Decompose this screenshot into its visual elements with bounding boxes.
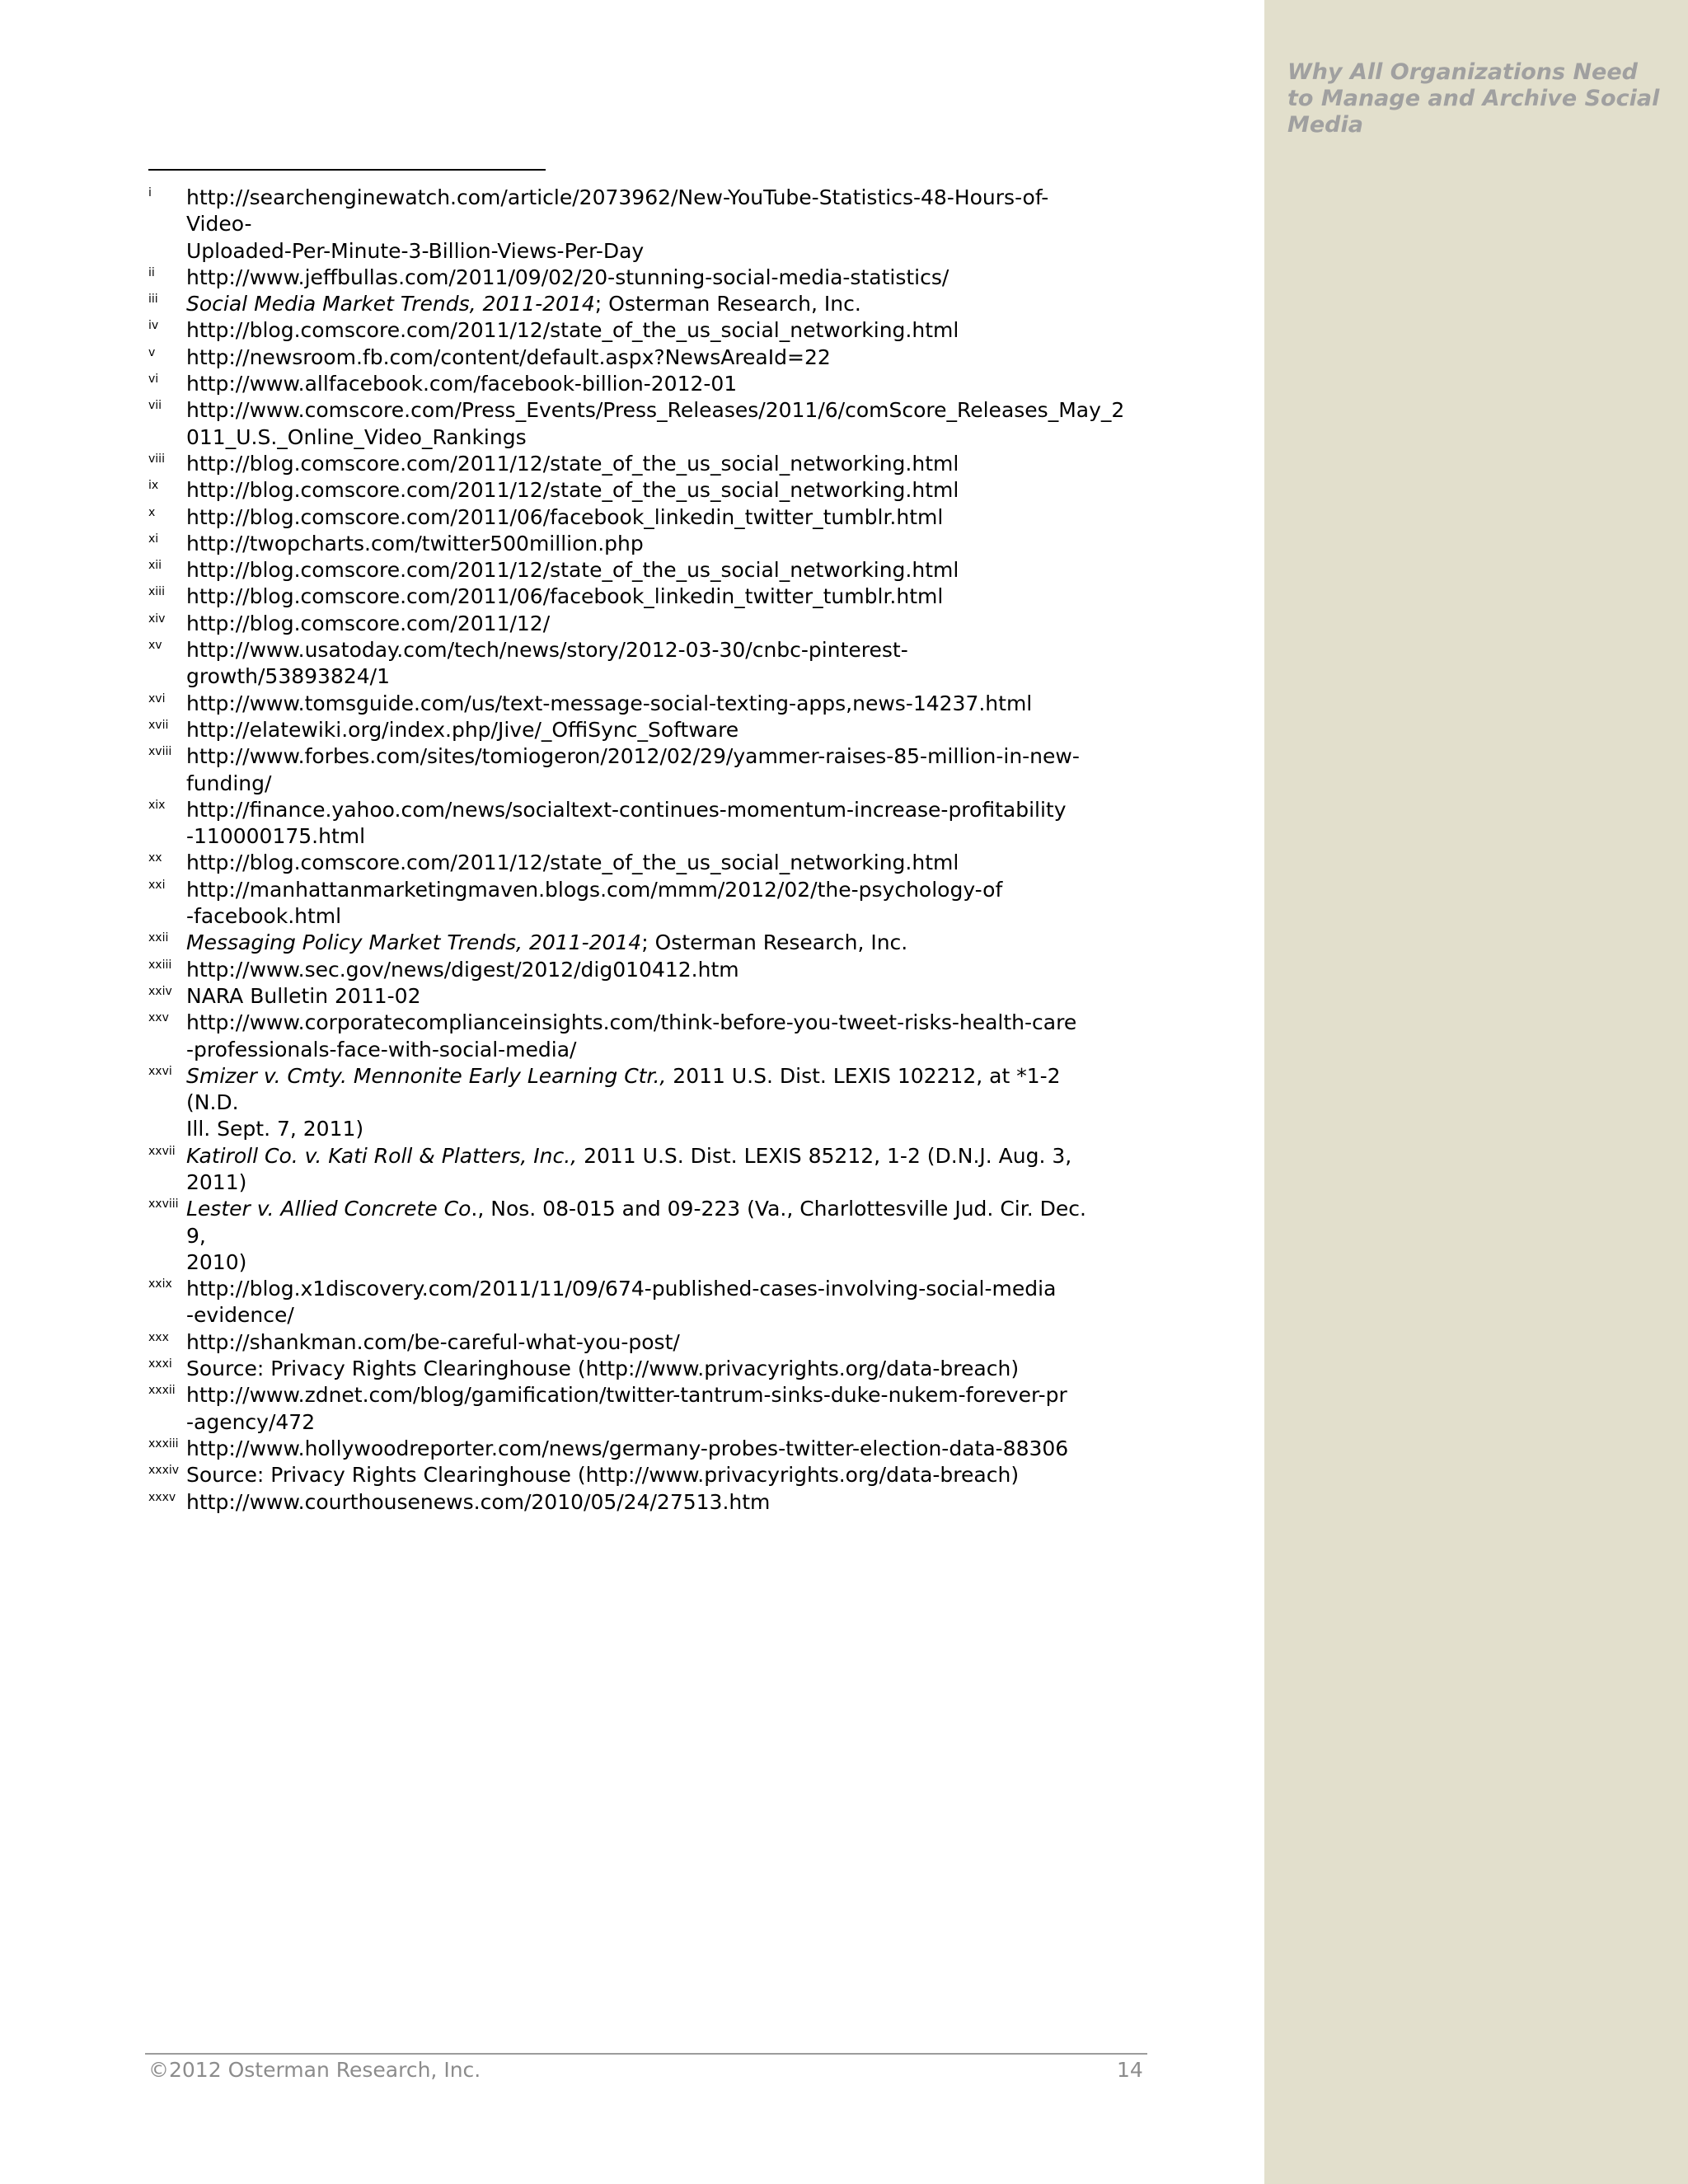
footnote-text — [186, 930, 1104, 956]
footnote-segment: http://www.usatoday.com/tech/news/story/2012-03-30/cnbc-pinterest-growth/53893824/1 — [186, 638, 908, 689]
footnote-number: xii — [148, 559, 162, 573]
footnote-segment: http://blog.comscore.com/2011/12/state_of_the_us_social_networking.html — [186, 851, 959, 875]
footnote-text — [186, 371, 1104, 397]
footnote-segment: http://www.jeffbullas.com/2011/09/02/20-stunning-social-media-statistics/ — [186, 265, 950, 289]
footnote-number: x — [148, 505, 156, 519]
footnote-segment: http://twopcharts.com/twitter500million.php — [186, 531, 644, 555]
footnote-text — [186, 850, 1104, 876]
footnote-item — [148, 185, 1104, 265]
footnote-item — [148, 397, 1125, 451]
footnote-segment: http://finance.yahoo.com/news/socialtext-continues-momentum-increase-profitability -110000175.html — [186, 797, 1067, 849]
footnote-number: xx — [148, 851, 162, 865]
footnote-segment: http://blog.x1discovery.com/2011/11/09/674-published-cases-involving-social-media -evidence/ — [186, 1277, 1057, 1328]
footnote-title-italic: Lester v. Allied Concrete Co — [186, 1197, 471, 1221]
footnote-text — [186, 477, 1104, 504]
footnote-segment: http://www.tomsguide.com/us/text-message-social-texting-apps,news-14237.html — [186, 691, 1033, 715]
footnote-segment: http://www.zdnet.com/blog/gamification/twitter-tantrum-sinks-duke-nukem-forever-pr -agency/472 — [186, 1383, 1067, 1434]
footnote-item — [148, 957, 1104, 983]
footnote-text — [186, 397, 1125, 451]
footnote-title-italic: Katiroll Co. v. Kati Roll & Platters, Inc., — [186, 1143, 578, 1168]
footnote-number: ix — [148, 479, 159, 493]
footnote-segment: http://www.sec.gov/news/digest/2012/dig010412.htm — [186, 957, 739, 982]
footnote-list — [148, 185, 1125, 1516]
footnote-item — [148, 1382, 1104, 1436]
footnote-number: xxxiii — [148, 1436, 179, 1451]
footnote-number: xxiii — [148, 958, 172, 972]
footnote-title-italic: Messaging Policy Market Trends, 2011-2014 — [186, 930, 642, 955]
footnote-item — [148, 637, 1104, 691]
footnote-number: xxv — [148, 1011, 169, 1025]
footnote-segment: NARA Bulletin 2011-02 — [186, 983, 421, 1008]
footnote-separator — [148, 169, 546, 171]
footnote-segment: http://blog.comscore.com/2011/12/state_of_the_us_social_networking.html — [186, 478, 959, 503]
footnote-text — [186, 583, 1104, 610]
footnote-segment: http://manhattanmarketingmaven.blogs.com/mmm/2012/02/the-psychology-of -facebook.html — [186, 877, 1003, 929]
footnote-item — [148, 743, 1104, 797]
footnote-text — [186, 265, 1104, 291]
footnote-item — [148, 1462, 1104, 1488]
footnote-number: xiv — [148, 612, 166, 626]
footnote-item — [148, 1196, 1104, 1276]
footnote-segment: http://www.corporatecomplianceinsights.com/think-before-you-tweet-risks-health-care -professionals-face-with-social-media/ — [186, 1010, 1077, 1062]
footnote-number: xi — [148, 532, 159, 546]
footnote-item — [148, 265, 1104, 291]
footnote-text — [186, 691, 1104, 717]
footnote-text — [186, 185, 1104, 265]
footnote-text — [186, 1276, 1104, 1329]
footnote-text — [186, 1462, 1104, 1488]
footnote-number: xxxii — [148, 1384, 176, 1398]
footnote-segment: http://www.forbes.com/sites/tomiogeron/2012/02/29/yammer-raises-85-million-in-new- funding/ — [186, 744, 1080, 795]
footnote-number: xxvi — [148, 1064, 172, 1078]
footer-divider — [145, 2053, 1147, 2055]
footer-copyright: ©2012 Osterman Research, Inc. — [148, 2058, 481, 2082]
footnote-number: vii — [148, 399, 162, 413]
footnote-item — [148, 531, 1104, 557]
sidebar-panel — [1264, 0, 1688, 2184]
footnote-number: xxix — [148, 1277, 172, 1291]
footnote-text — [186, 717, 1104, 743]
footnote-item — [148, 877, 1104, 930]
footnote-item — [148, 1489, 1104, 1516]
footnote-item — [148, 930, 1104, 956]
footnote-number: xxx — [148, 1330, 169, 1344]
footnote-item — [148, 1329, 1104, 1356]
page-number: 14 — [1117, 2058, 1143, 2082]
footnote-title-italic: Social Media Market Trends, 2011-2014 — [186, 292, 595, 316]
footnote-text — [186, 451, 1104, 477]
footnote-text — [186, 1356, 1104, 1382]
footnote-text — [186, 531, 1104, 557]
footnote-segment: http://elatewiki.org/index.php/Jive/_OffiSync_Software — [186, 717, 739, 742]
footnote-text — [186, 797, 1104, 851]
footnote-segment: http://www.hollywoodreporter.com/news/germany-probes-twitter-election-data-88306 — [186, 1436, 1069, 1460]
footnote-item — [148, 1143, 1104, 1197]
footnote-item — [148, 477, 1104, 504]
footnote-text — [186, 957, 1104, 983]
footnote-item — [148, 317, 1104, 344]
footnote-number: xviii — [148, 745, 172, 759]
footnote-text — [186, 1196, 1104, 1276]
footnote-segment: Source: Privacy Rights Clearinghouse (http://www.privacyrights.org/data-breach) — [186, 1463, 1020, 1488]
footnote-item — [148, 691, 1104, 717]
footnote-text — [186, 1382, 1104, 1436]
footnote-text — [186, 504, 1104, 531]
footnote-text — [186, 557, 1104, 583]
footnote-text — [186, 344, 1104, 371]
footnote-segment: http://searchenginewatch.com/article/2073962/New-YouTube-Statistics-48-Hours-of-Video- Uploaded-Per-Minute-3-Billion-Views-Per-Day — [186, 185, 1049, 263]
footnote-item — [148, 557, 1104, 583]
footnote-item — [148, 344, 1104, 371]
footnote-text — [186, 1329, 1104, 1356]
footnote-number: iii — [148, 293, 158, 307]
footnote-segment: http://shankman.com/be-careful-what-you-post/ — [186, 1329, 680, 1354]
footnote-text — [186, 1489, 1104, 1516]
footnote-segment: http://blog.comscore.com/2011/12/state_of_the_us_social_networking.html — [186, 318, 959, 343]
footnote-number: xxxv — [148, 1490, 176, 1504]
footnote-text — [186, 291, 1104, 317]
footnote-number: xxxiv — [148, 1464, 180, 1478]
footnote-text — [186, 743, 1104, 797]
footnote-segment: http://newsroom.fb.com/content/default.aspx?NewsAreaId=22 — [186, 344, 831, 369]
footnote-segment: http://blog.comscore.com/2011/12/state_of_the_us_social_networking.html — [186, 451, 959, 476]
footnote-item — [148, 291, 1104, 317]
footnote-segment: http://blog.comscore.com/2011/06/facebook_linkedin_twitter_tumblr.html — [186, 504, 944, 529]
footnote-segment: http://www.comscore.com/Press_Events/Press_Releases/2011/6/comScore_Releases_May_2 011_U.S._Online_Video_Rankings — [186, 398, 1125, 449]
footnote-segment: Source: Privacy Rights Clearinghouse (http://www.privacyrights.org/data-breach) — [186, 1357, 1020, 1381]
footnote-number: xvii — [148, 718, 169, 732]
footnote-text — [186, 1436, 1104, 1462]
footnote-item — [148, 983, 1104, 1010]
footnote-text — [186, 317, 1104, 344]
footnote-segment: http://blog.comscore.com/2011/12/state_of_the_us_social_networking.html — [186, 558, 959, 583]
sidebar-title: Why All Organizations Need to Manage and Archive Social Media — [1287, 59, 1660, 138]
footnote-item — [148, 850, 1104, 876]
footnote-title-italic: Smizer v. Cmty. Mennonite Early Learning Ctr., — [186, 1063, 667, 1088]
footnote-segment: 2011 U.S. Dist. LEXIS 102212, at *1-2 (N.D. Ill. Sept. 7, 2011) — [186, 1063, 1061, 1141]
footnote-number: vi — [148, 373, 159, 387]
footnote-text — [186, 637, 1104, 691]
footnote-number: xix — [148, 798, 166, 812]
footnote-text — [186, 1063, 1104, 1143]
footnote-number: xiii — [148, 585, 165, 599]
footnote-number: xxiv — [148, 984, 172, 998]
footnote-item — [148, 611, 1104, 637]
footnote-number: xxii — [148, 931, 169, 945]
footnote-item — [148, 451, 1104, 477]
footnote-item — [148, 1010, 1104, 1063]
footnote-item — [148, 371, 1104, 397]
footnote-text — [186, 611, 1104, 637]
footnote-segment: http://www.allfacebook.com/facebook-billion-2012-01 — [186, 372, 738, 396]
footnote-text — [186, 1143, 1104, 1197]
footnote-item — [148, 1063, 1104, 1143]
footnote-item — [148, 717, 1104, 743]
footnote-item — [148, 1276, 1104, 1329]
footnote-segment: http://blog.comscore.com/2011/12/ — [186, 611, 551, 635]
footnote-segment: ; Osterman Research, Inc. — [641, 930, 908, 955]
footnote-number: xxxi — [148, 1357, 172, 1371]
footnote-number: xxvii — [148, 1144, 176, 1158]
footnote-segment: http://blog.comscore.com/2011/06/facebook_linkedin_twitter_tumblr.html — [186, 584, 944, 609]
footnote-text — [186, 983, 1104, 1010]
footnote-item — [148, 1356, 1104, 1382]
footnote-number: xvi — [148, 691, 166, 705]
footnote-number: i — [148, 186, 152, 199]
footnote-number: xxi — [148, 878, 166, 892]
footnote-segment: ; Osterman Research, Inc. — [594, 292, 861, 316]
footnote-number: xxviii — [148, 1197, 179, 1212]
footnote-number: viii — [148, 452, 165, 466]
footnote-item — [148, 1436, 1104, 1462]
footnote-number: iv — [148, 319, 159, 333]
footnote-text — [186, 877, 1104, 930]
footnote-segment: http://www.courthousenews.com/2010/05/24/27513.htm — [186, 1489, 771, 1514]
footnote-item — [148, 504, 1104, 531]
footnote-segment: ., Nos. 08-015 and 09-223 (Va., Charlottesville Jud. Cir. Dec. 9, 2010) — [186, 1197, 1086, 1274]
footnote-segment: 2011 U.S. Dist. LEXIS 85212, 1-2 (D.N.J. Aug. 3, 2011) — [186, 1143, 1072, 1194]
footnote-number: xv — [148, 639, 162, 653]
footnote-number: ii — [148, 265, 155, 279]
footnote-item — [148, 583, 1104, 610]
footnote-text — [186, 1010, 1104, 1063]
footnote-number: v — [148, 345, 156, 359]
footnote-item — [148, 797, 1104, 851]
